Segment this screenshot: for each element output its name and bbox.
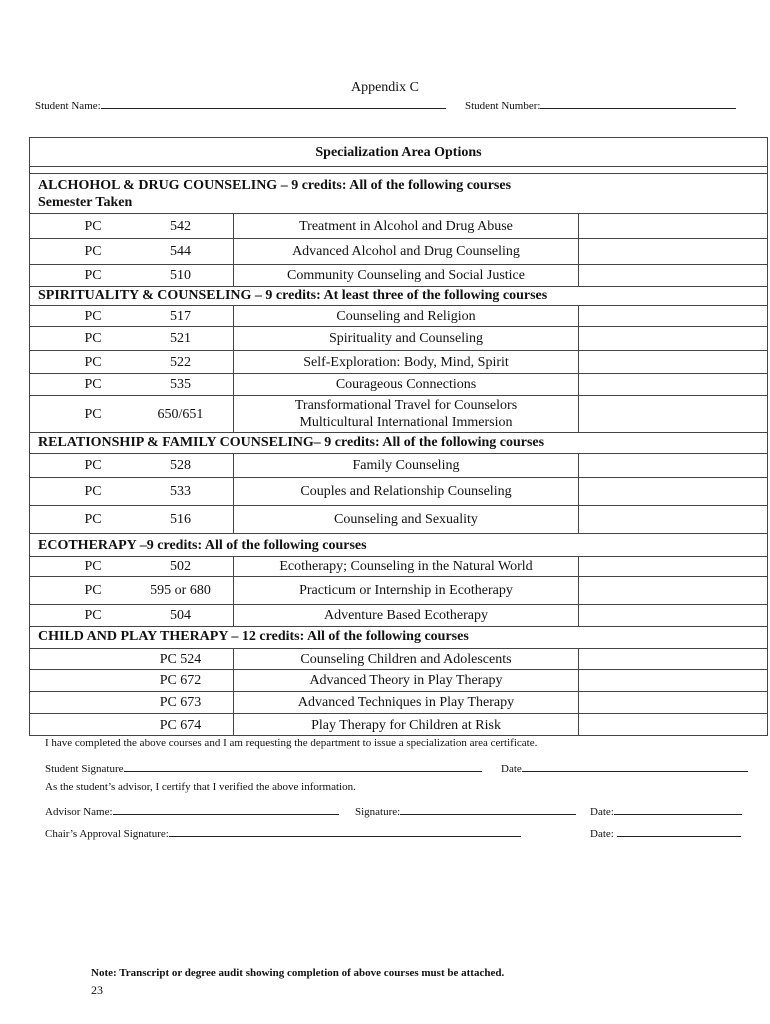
table-title-row [30, 138, 767, 167]
course-prefix: PC [84, 268, 102, 283]
section-heading-alcohol-drug: ALCHOHOL & DRUG COUNSELING – 9 credits: All of the following courses [38, 178, 512, 193]
course-code: PC 672 [128, 670, 234, 691]
section-heading-ecotherapy: ECOTHERAPY –9 credits: All of the following courses [38, 538, 367, 553]
student-date-label: Date [501, 763, 522, 775]
page-number: 23 [91, 983, 103, 997]
chair-signature-label: Chair’s Approval Signature: [45, 828, 169, 840]
chair-date-field[interactable] [617, 825, 741, 837]
chair-signature-field[interactable] [169, 825, 521, 837]
table-row [30, 305, 767, 327]
course-name: Adventure Based Ecotherapy [234, 605, 579, 626]
semester-cell[interactable] [579, 239, 767, 264]
semester-cell[interactable] [579, 577, 767, 604]
student-date-field[interactable] [522, 760, 748, 772]
course-code: PC 524 [128, 649, 234, 669]
section-heading-relationship-family: RELATIONSHIP & FAMILY COUNSELING– 9 credits: All of the following courses [38, 435, 545, 450]
course-number: 522 [128, 351, 234, 373]
course-number: 650/651 [128, 396, 234, 432]
semester-cell[interactable] [579, 692, 767, 713]
course-name: Couples and Relationship Counseling [234, 478, 579, 505]
course-name: Self-Exploration: Body, Mind, Spirit [234, 351, 579, 373]
table-row [30, 213, 767, 239]
semester-cell[interactable] [579, 396, 767, 432]
semester-cell[interactable] [579, 306, 767, 326]
table-row [30, 506, 767, 534]
course-prefix: PC [84, 484, 102, 499]
semester-cell[interactable] [579, 714, 767, 736]
student-name-row [35, 97, 446, 112]
course-name: Advanced Techniques in Play Therapy [234, 692, 579, 713]
table-row [30, 648, 767, 670]
course-code: PC 674 [128, 714, 234, 736]
course-name-line2: Multicultural International Immersion [299, 415, 513, 430]
course-number: 528 [128, 454, 234, 477]
semester-cell[interactable] [579, 454, 767, 477]
course-prefix: PC [84, 583, 102, 598]
course-number: 516 [128, 506, 234, 533]
table-row [30, 577, 767, 605]
student-signature-label: Student Signature [45, 763, 124, 775]
student-date-row [501, 760, 748, 775]
course-number: 595 or 680 [128, 577, 234, 604]
student-signature-row [45, 760, 482, 775]
course-prefix: PC [84, 458, 102, 473]
course-prefix: PC [84, 608, 102, 623]
table-row [30, 556, 767, 577]
course-name: Family Counseling [234, 454, 579, 477]
course-prefix: PC [84, 218, 102, 234]
advisor-name-row [45, 803, 339, 818]
course-name: Spirituality and Counseling [234, 327, 579, 350]
course-name-line1: Transformational Travel for Counselors [294, 398, 518, 413]
section-heading-child-play-therapy: CHILD AND PLAY THERAPY – 12 credits: All of the following courses [38, 629, 469, 644]
table-row [30, 374, 767, 396]
semester-cell[interactable] [579, 478, 767, 505]
semester-cell[interactable] [579, 605, 767, 626]
course-prefix: PC [84, 559, 102, 574]
course-number: 521 [128, 327, 234, 350]
course-prefix: PC [84, 354, 102, 370]
course-prefix: PC [84, 244, 102, 259]
semester-cell[interactable] [579, 265, 767, 286]
semester-cell[interactable] [579, 557, 767, 576]
semester-cell[interactable] [579, 214, 767, 238]
table-row [30, 327, 767, 351]
table-row [30, 692, 767, 714]
appendix-title: Appendix C [350, 80, 420, 95]
course-number: 502 [128, 557, 234, 576]
semester-cell[interactable] [579, 374, 767, 395]
table-row [30, 670, 767, 692]
student-name-label: Student Name: [35, 100, 101, 112]
table-row [30, 453, 767, 478]
course-prefix: PC [84, 512, 102, 527]
student-number-label: Student Number: [465, 100, 541, 112]
table-title: Specialization Area Options [315, 144, 482, 160]
course-name: Ecotherapy; Counseling in the Natural World [234, 557, 579, 576]
chair-signature-row [45, 825, 521, 840]
course-code: PC 673 [128, 692, 234, 713]
chair-date-label: Date: [590, 828, 617, 840]
advisor-name-field[interactable] [113, 803, 339, 815]
course-name: Counseling and Sexuality [234, 506, 579, 533]
course-prefix: PC [84, 308, 102, 324]
advisor-signature-row [355, 803, 576, 818]
course-name: Play Therapy for Children at Risk [234, 714, 579, 736]
course-name: Community Counseling and Social Justice [234, 265, 579, 286]
student-signature-field[interactable] [124, 760, 482, 772]
spacer-row [30, 167, 767, 174]
semester-cell[interactable] [579, 327, 767, 350]
advisor-signature-label: Signature: [355, 806, 401, 818]
course-name: Advanced Theory in Play Therapy [234, 670, 579, 691]
table-row [30, 478, 767, 506]
section-heading-spirituality: SPIRITUALITY & COUNSELING – 9 credits: At least three of the following courses [38, 288, 548, 303]
table-row [30, 396, 767, 433]
table-row [30, 605, 767, 627]
course-number: 504 [128, 605, 234, 626]
course-name: Treatment in Alcohol and Drug Abuse [234, 214, 579, 238]
semester-cell[interactable] [579, 649, 767, 669]
course-number: 544 [128, 239, 234, 264]
course-name: Counseling Children and Adolescents [234, 649, 579, 669]
semester-cell[interactable] [579, 351, 767, 373]
completion-statement: I have completed the above courses and I am requesting the department to issue a specialization area certificate. [45, 737, 538, 749]
specialization-table [29, 137, 768, 736]
course-number: 535 [128, 374, 234, 395]
course-prefix: PC [84, 406, 102, 422]
course-prefix: PC [84, 331, 102, 346]
advisor-signature-field[interactable] [400, 803, 576, 815]
student-number-row [465, 97, 736, 112]
table-row [30, 265, 767, 287]
course-number: 517 [128, 306, 234, 326]
course-name: Practicum or Internship in Ecotherapy [234, 577, 579, 604]
semester-taken-label: Semester Taken [38, 195, 133, 210]
student-name-field[interactable] [101, 97, 446, 109]
advisor-date-row [590, 803, 742, 818]
student-number-field[interactable] [540, 97, 736, 109]
course-name: Courageous Connections [234, 374, 579, 395]
course-name: Advanced Alcohol and Drug Counseling [234, 239, 579, 264]
table-row [30, 239, 767, 265]
course-prefix: PC [84, 377, 102, 392]
chair-date-row [590, 825, 741, 840]
advisor-name-label: Advisor Name: [45, 806, 113, 818]
course-name [234, 396, 579, 432]
semester-cell[interactable] [579, 506, 767, 533]
table-row [30, 351, 767, 374]
course-number: 542 [128, 214, 234, 238]
course-name: Counseling and Religion [234, 306, 579, 326]
advisor-date-field[interactable] [614, 803, 742, 815]
advisor-statement: As the student’s advisor, I certify that I verified the above information. [45, 781, 356, 793]
course-number: 510 [128, 265, 234, 286]
semester-cell[interactable] [579, 670, 767, 691]
course-number: 533 [128, 478, 234, 505]
table-row [30, 714, 767, 736]
advisor-date-label: Date: [590, 806, 614, 818]
attachment-note: Note: Transcript or degree audit showing completion of above courses must be attached. [91, 967, 505, 979]
